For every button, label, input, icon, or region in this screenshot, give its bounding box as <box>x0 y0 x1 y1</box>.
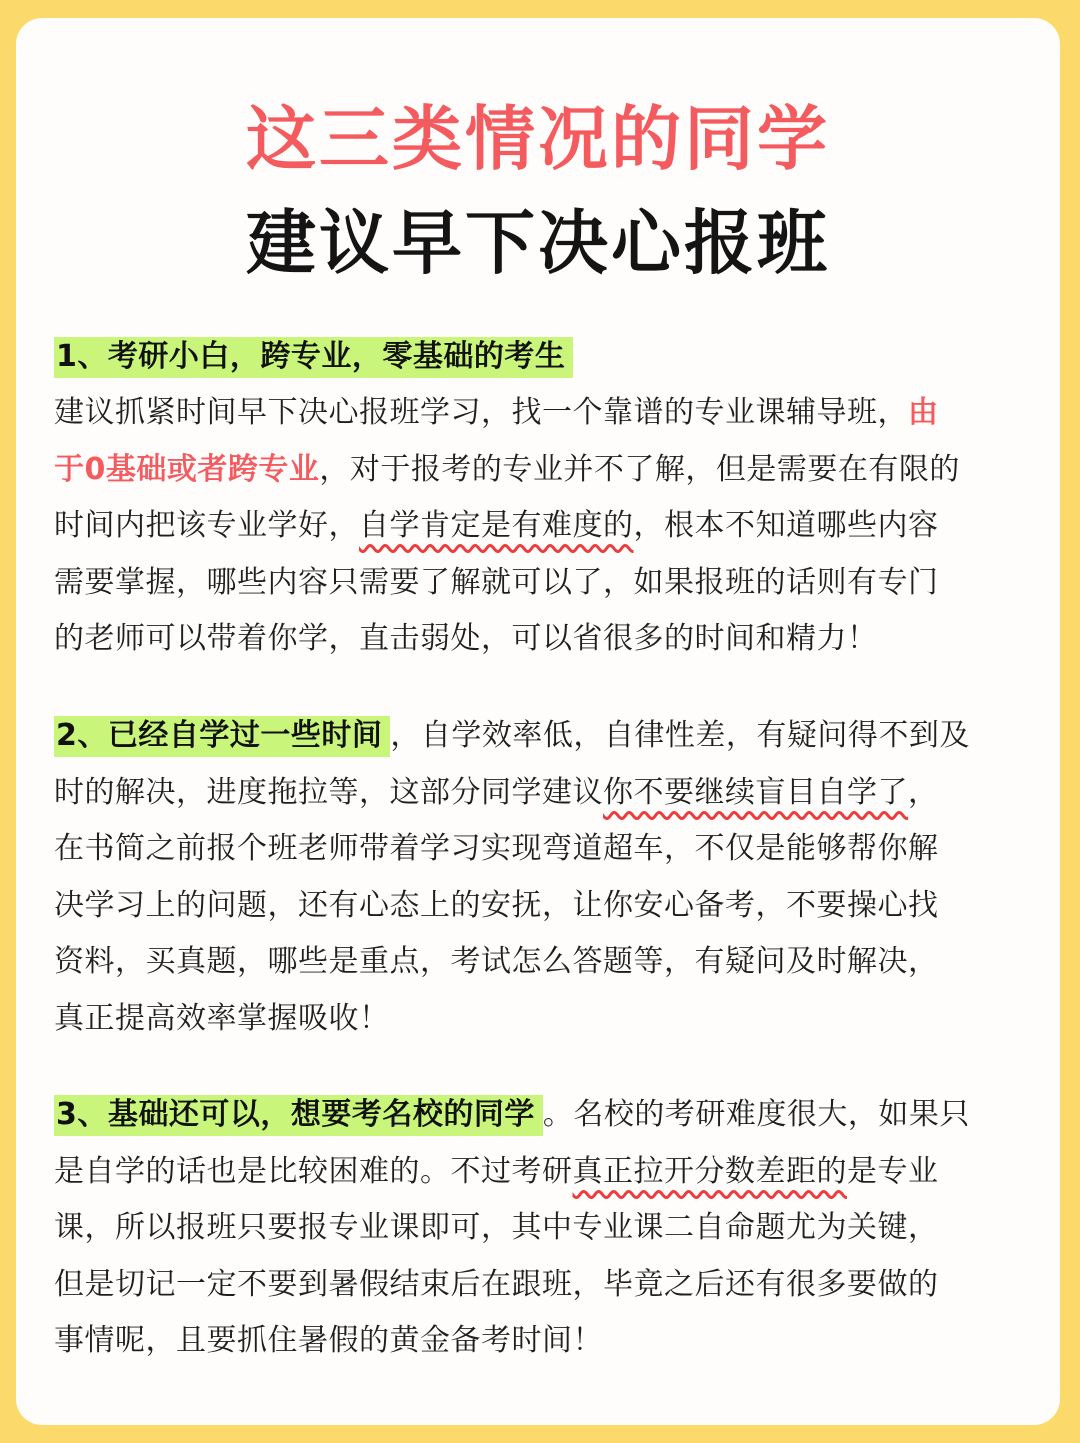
section2-line-1 <box>54 710 1034 762</box>
section2-heading: 2、已经自学过一些时间 <box>54 716 390 757</box>
paragraph-text: 时间内把该专业学好， <box>54 508 359 543</box>
wavy-underline-text: 你不要继续盲目自学了 <box>603 775 908 810</box>
section1-line-2 <box>54 387 1034 439</box>
wavy-underline-text: 自学肯定是有难度的 <box>359 508 634 543</box>
section2-line-5: 资料，买真题，哪些是重点，考试怎么答题等，有疑问及时解决， <box>54 944 939 979</box>
paragraph-text: ， <box>908 775 939 810</box>
title-line-2: 建议早下决心报班 <box>246 202 830 284</box>
section3-line-4: 但是切记一定不要到暑假结束后在跟班，毕竟之后还有很多要做的 <box>54 1267 939 1302</box>
section1-line-3 <box>54 444 1034 496</box>
section2-line-6: 真正提高效率掌握吸收！ <box>54 1001 390 1036</box>
section3-line-5: 事情呢，且要抓住暑假的黄金备考时间！ <box>54 1323 603 1358</box>
paragraph-text: 建议抓紧时间早下决心报班学习，找一个靠谱的专业课辅导班， <box>54 395 908 430</box>
paragraph-text: 。名校的考研难度很大，如果只 <box>542 1097 970 1132</box>
section1-heading: 1、考研小白，跨专业，零基础的考生 <box>54 337 573 378</box>
section2-line-4: 决学习上的问题，还有心态上的安抚，让你安心备考，不要操心找 <box>54 888 939 923</box>
content-card <box>16 18 1060 1425</box>
paragraph-text: 是专业 <box>847 1154 939 1189</box>
emphasis-text: 于0基础或者跨专业 <box>54 452 320 487</box>
emphasis-text: 由 <box>908 395 939 430</box>
section1-line-6: 的老师可以带着你学，直击弱处，可以省很多的时间和精力！ <box>54 621 878 656</box>
section3-line-3: 课，所以报班只要报专业课即可，其中专业课二自命题尤为关键， <box>54 1210 939 1245</box>
paragraph-text: ，对于报考的专业并不了解，但是需要在有限的 <box>319 452 960 487</box>
section1-line-1 <box>54 331 1034 383</box>
section1-line-4 <box>54 500 1034 552</box>
paragraph-text: 是自学的话也是比较困难的。不过考研 <box>54 1154 573 1189</box>
title-line-1: 这三类情况的同学 <box>246 98 830 180</box>
paragraph-text: ，根本不知道哪些内容 <box>633 508 939 543</box>
section3-line-2 <box>54 1146 1034 1198</box>
section3-heading: 3、基础还可以，想要考名校的同学 <box>54 1095 543 1136</box>
paragraph-text: 时的解决，进度拖拉等，这部分同学建议 <box>54 775 603 810</box>
wavy-underline-text: 真正拉开分数差距的 <box>572 1154 847 1189</box>
section2-line-3: 在书简之前报个班老师带着学习实现弯道超车，不仅是能够帮你解 <box>54 831 939 866</box>
section1-line-5: 需要掌握，哪些内容只需要了解就可以了，如果报班的话则有专门 <box>54 565 939 600</box>
paragraph-text: ，自学效率低，自律性差，有疑问得不到及 <box>390 718 970 753</box>
section3-line-1 <box>54 1089 1034 1141</box>
section2-line-2 <box>54 767 1034 819</box>
